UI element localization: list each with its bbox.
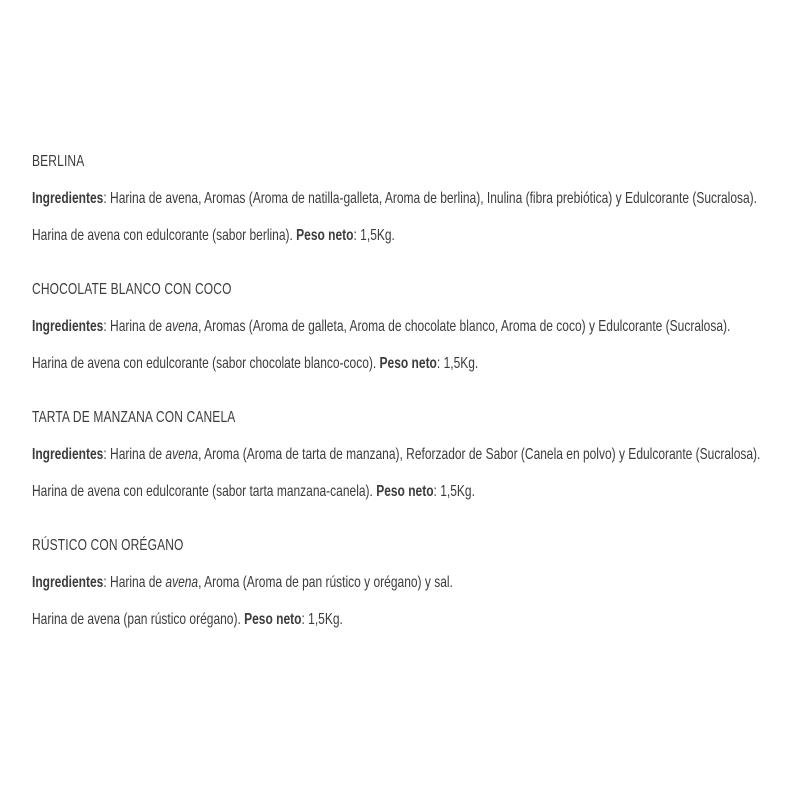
- description-line-text: Harina de avena (pan rústico orégano).: [32, 611, 245, 628]
- description-line: [32, 354, 601, 374]
- ingredients-line-text: : Harina de: [103, 574, 166, 591]
- ingredients-line: [32, 573, 601, 593]
- description-line-text: : 1,5Kg.: [301, 611, 343, 628]
- product-section-tarta-de-manzana-con-canela: [32, 408, 790, 502]
- ingredients-line: [32, 317, 731, 337]
- ingredients-line-bold-label: Ingredientes: [32, 446, 104, 463]
- description-line: [32, 226, 601, 246]
- ingredients-line-italic-term: avena: [165, 574, 199, 591]
- description-line-text: Harina de avena con edulcorante (sabor tarta manzana-canela).: [32, 483, 377, 500]
- ingredients-line-italic-term: avena: [165, 446, 199, 463]
- description-line-text: : 1,5Kg.: [353, 227, 395, 244]
- description-line: [32, 610, 601, 630]
- description-line-text: Harina de avena con edulcorante (sabor berlina).: [32, 227, 297, 244]
- ingredients-line: [32, 189, 758, 209]
- ingredients-line-bold-label: Ingredientes: [32, 318, 104, 335]
- product-section-berlina: [32, 152, 790, 246]
- ingredients-line-italic-term: avena: [165, 318, 199, 335]
- ingredients-line-bold-label: Ingredientes: [32, 190, 104, 207]
- product-title: RÚSTICO CON ORÉGANO: [32, 537, 184, 554]
- product-title: CHOCOLATE BLANCO CON COCO: [32, 281, 232, 298]
- ingredients-line-text: : Harina de avena, Aromas (Aroma de natilla-galleta, Aroma de berlina), Inulina (fibra prebiótica) y Edulcorante (Sucralosa).: [103, 190, 758, 207]
- product-section-chocolate-blanco-con-coco: [32, 280, 790, 374]
- description-line-text: Harina de avena con edulcorante (sabor chocolate blanco-coco).: [32, 355, 380, 372]
- ingredients-line-text: , Aroma (Aroma de pan rústico y orégano) y sal.: [198, 574, 453, 591]
- product-title: BERLINA: [32, 153, 85, 170]
- description-line-text: : 1,5Kg.: [433, 483, 475, 500]
- ingredients-line-bold-label: Ingredientes: [32, 574, 104, 591]
- ingredients-line-text: : Harina de: [103, 318, 166, 335]
- product-title: TARTA DE MANZANA CON CANELA: [32, 409, 236, 426]
- description-line: [32, 482, 601, 502]
- description-line-text: : 1,5Kg.: [436, 355, 479, 372]
- description-line-bold-label: Peso neto: [296, 227, 354, 244]
- description-line-bold-label: Peso neto: [244, 611, 302, 628]
- ingredients-line-text: : Harina de: [103, 446, 166, 463]
- ingredients-line: [32, 445, 761, 465]
- description-line-bold-label: Peso neto: [379, 355, 437, 372]
- ingredients-line-text: , Aroma (Aroma de tarta de manzana), Reforzador de Sabor (Canela en polvo) y Edulcorante (Sucralosa).: [198, 446, 761, 463]
- ingredients-line-text: , Aromas (Aroma de galleta, Aroma de chocolate blanco, Aroma de coco) y Edulcorante (Sucralosa).: [198, 318, 731, 335]
- description-line-bold-label: Peso neto: [376, 483, 434, 500]
- product-section-rustico-con-oregano: [32, 536, 790, 630]
